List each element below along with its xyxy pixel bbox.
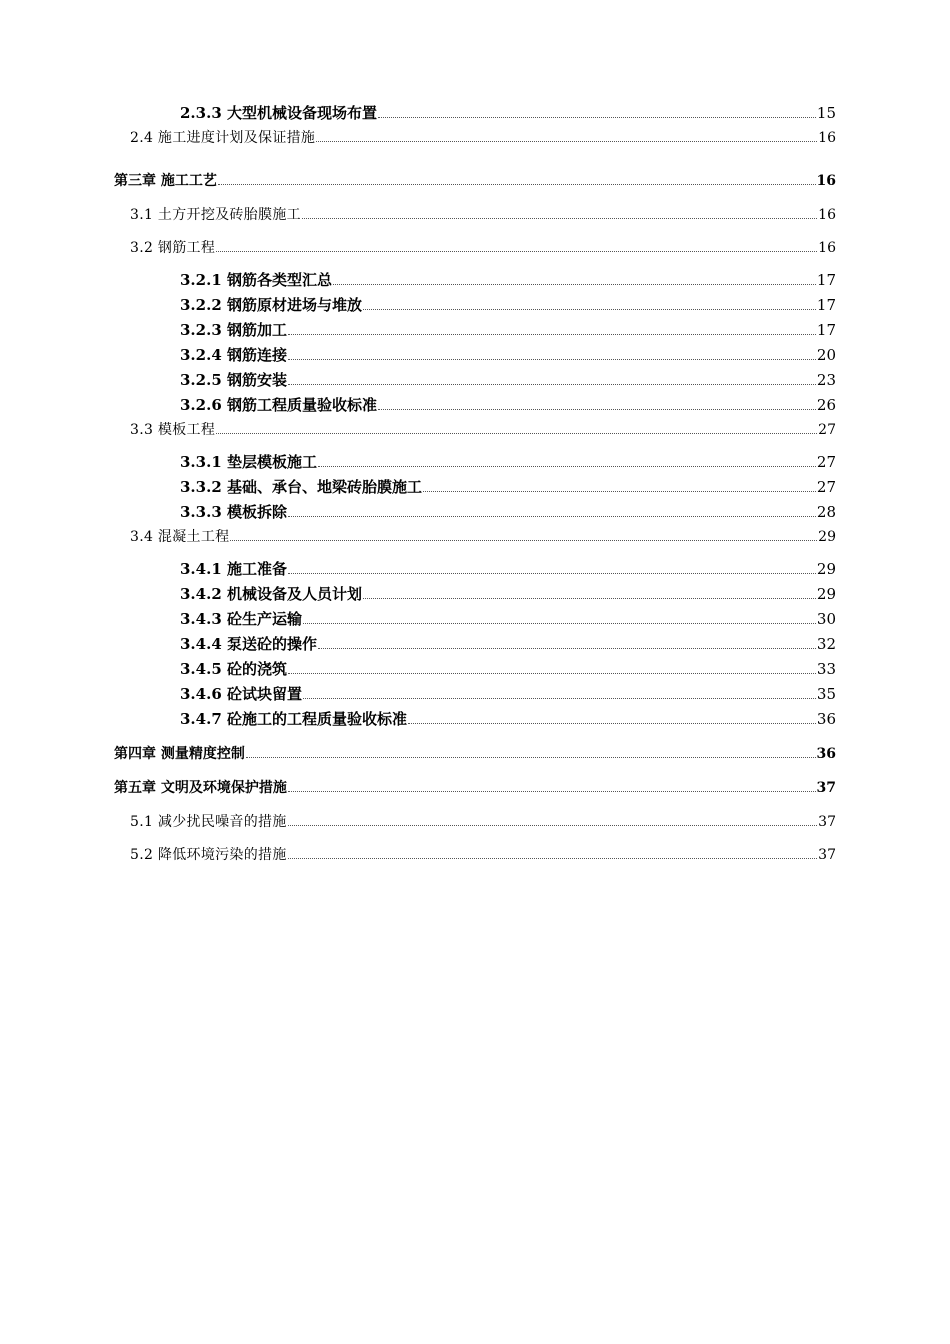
toc-entry-3-2-6[interactable]	[180, 398, 836, 413]
toc-entry-page: 29	[816, 560, 836, 578]
dot-leader	[408, 723, 816, 724]
toc-entry-label: 3.4.4 泵送砼的操作	[180, 635, 317, 653]
toc-entry-label: 3.4.7 砼施工的工程质量验收标准	[180, 710, 407, 728]
dot-leader	[288, 673, 816, 674]
toc-entry-3-2-3[interactable]	[180, 323, 836, 338]
toc-entry-page: 26	[816, 396, 836, 414]
toc-entry-page: 16	[818, 207, 836, 223]
dot-leader	[288, 516, 816, 517]
dot-leader	[216, 251, 817, 252]
toc-entry-chapter-5[interactable]	[114, 781, 836, 795]
dot-leader	[333, 284, 816, 285]
toc-entry-3-1[interactable]	[130, 208, 836, 222]
dot-leader	[363, 598, 816, 599]
toc-entry-3-3-2[interactable]	[180, 480, 836, 495]
toc-entry-page: 20	[816, 346, 836, 364]
dot-leader	[288, 791, 816, 792]
toc-entry-label: 3.2 钢筋工程	[130, 240, 216, 256]
toc-entry-5-1[interactable]	[130, 815, 836, 829]
toc-entry-label: 第五章 文明及环境保护措施	[114, 780, 287, 796]
toc-entry-label: 3.1 土方开挖及砖胎膜施工	[130, 207, 301, 223]
toc-entry-label: 第四章 测量精度控制	[114, 746, 245, 762]
dot-leader	[288, 334, 816, 335]
dot-leader	[302, 218, 817, 219]
toc-entry-3-4[interactable]	[130, 530, 836, 544]
dot-leader	[246, 757, 816, 758]
toc-entry-label: 3.4.6 砼试块留置	[180, 685, 302, 703]
toc-entry-label: 3.4.5 砼的浇筑	[180, 660, 287, 678]
dot-leader	[303, 698, 816, 699]
toc-entry-page: 16	[818, 130, 836, 146]
toc-entry-3-4-3[interactable]	[180, 612, 836, 627]
toc-entry-page: 17	[816, 271, 836, 289]
toc-entry-chapter-4[interactable]	[114, 747, 836, 761]
toc-entry-page: 23	[816, 371, 836, 389]
dot-leader	[363, 309, 816, 310]
toc-entry-3-2-1[interactable]	[180, 273, 836, 288]
toc-entry-3-4-6[interactable]	[180, 687, 836, 702]
toc-entry-3-3[interactable]	[130, 423, 836, 437]
toc-entry-2-3-3[interactable]	[180, 106, 836, 121]
toc-entry-label: 2.3.3 大型机械设备现场布置	[180, 104, 377, 122]
toc-entry-3-4-4[interactable]	[180, 637, 836, 652]
toc-entry-page: 37	[818, 814, 836, 830]
dot-leader	[288, 858, 818, 859]
dot-leader	[423, 491, 816, 492]
toc-entry-page: 27	[816, 478, 836, 496]
toc-entry-3-3-3[interactable]	[180, 505, 836, 520]
toc-entry-page: 17	[816, 321, 836, 339]
dot-leader	[218, 184, 816, 185]
toc-entry-5-2[interactable]	[130, 848, 836, 862]
toc-entry-label: 3.4 混凝土工程	[130, 529, 230, 545]
toc-entry-page: 36	[816, 746, 836, 762]
toc-entry-page: 27	[816, 453, 836, 471]
dot-leader	[288, 573, 816, 574]
toc-entry-label: 3.3.3 模板拆除	[180, 503, 287, 521]
toc-entry-page: 35	[816, 685, 836, 703]
toc-entry-3-3-1[interactable]	[180, 455, 836, 470]
dot-leader	[318, 466, 816, 467]
toc-entry-label: 3.4.3 砼生产运输	[180, 610, 302, 628]
dot-leader	[318, 648, 816, 649]
toc-entry-page: 15	[816, 104, 836, 122]
toc-entry-3-2-4[interactable]	[180, 348, 836, 363]
toc-entry-label: 3.3 模板工程	[130, 422, 216, 438]
toc-entry-label: 5.2 降低环境污染的措施	[130, 847, 287, 863]
toc-entry-label: 5.1 减少扰民噪音的措施	[130, 814, 287, 830]
toc-entry-label: 3.2.5 钢筋安装	[180, 371, 287, 389]
toc-entry-label: 3.2.2 钢筋原材进场与堆放	[180, 296, 362, 314]
toc-entry-3-4-5[interactable]	[180, 662, 836, 677]
toc-entry-label: 3.4.2 机械设备及人员计划	[180, 585, 362, 603]
toc-entry-page: 27	[818, 422, 836, 438]
dot-leader	[230, 540, 817, 541]
toc-entry-chapter-3[interactable]	[114, 174, 836, 188]
toc-entry-page: 29	[818, 529, 836, 545]
toc-entry-3-4-7[interactable]	[180, 712, 836, 727]
toc-entry-page: 16	[818, 240, 836, 256]
toc-entry-label: 3.2.4 钢筋连接	[180, 346, 287, 364]
toc-entry-label: 3.3.2 基础、承台、地梁砖胎膜施工	[180, 478, 422, 496]
dot-leader	[378, 409, 816, 410]
dot-leader	[288, 359, 816, 360]
dot-leader	[216, 433, 817, 434]
toc-entry-page: 28	[816, 503, 836, 521]
dot-leader	[303, 623, 816, 624]
toc-entry-label: 3.3.1 垫层模板施工	[180, 453, 317, 471]
toc-entry-page: 37	[816, 780, 836, 796]
toc-entry-label: 3.2.1 钢筋各类型汇总	[180, 271, 332, 289]
toc-entry-3-2-5[interactable]	[180, 373, 836, 388]
toc-entry-label: 第三章 施工工艺	[114, 173, 217, 189]
toc-entry-page: 30	[816, 610, 836, 628]
dot-leader	[288, 825, 818, 826]
toc-entry-page: 17	[816, 296, 836, 314]
toc-entry-page: 37	[818, 847, 836, 863]
toc-entry-page: 16	[816, 173, 836, 189]
toc-entry-3-2[interactable]	[130, 241, 836, 255]
toc-entry-label: 3.4.1 施工准备	[180, 560, 287, 578]
toc-entry-3-2-2[interactable]	[180, 298, 836, 313]
toc-entry-page: 36	[816, 710, 836, 728]
toc-entry-2-4[interactable]	[130, 131, 836, 145]
toc-entry-page: 32	[816, 635, 836, 653]
toc-entry-page: 33	[816, 660, 836, 678]
toc-entry-label: 2.4 施工进度计划及保证措施	[130, 130, 316, 146]
dot-leader	[288, 384, 816, 385]
toc-entry-3-4-1[interactable]	[180, 562, 836, 577]
toc-entry-label: 3.2.3 钢筋加工	[180, 321, 287, 339]
toc-entry-page: 29	[816, 585, 836, 603]
dot-leader	[378, 117, 816, 118]
toc-entry-label: 3.2.6 钢筋工程质量验收标准	[180, 396, 377, 414]
toc-entry-3-4-2[interactable]	[180, 587, 836, 602]
dot-leader	[316, 141, 817, 142]
